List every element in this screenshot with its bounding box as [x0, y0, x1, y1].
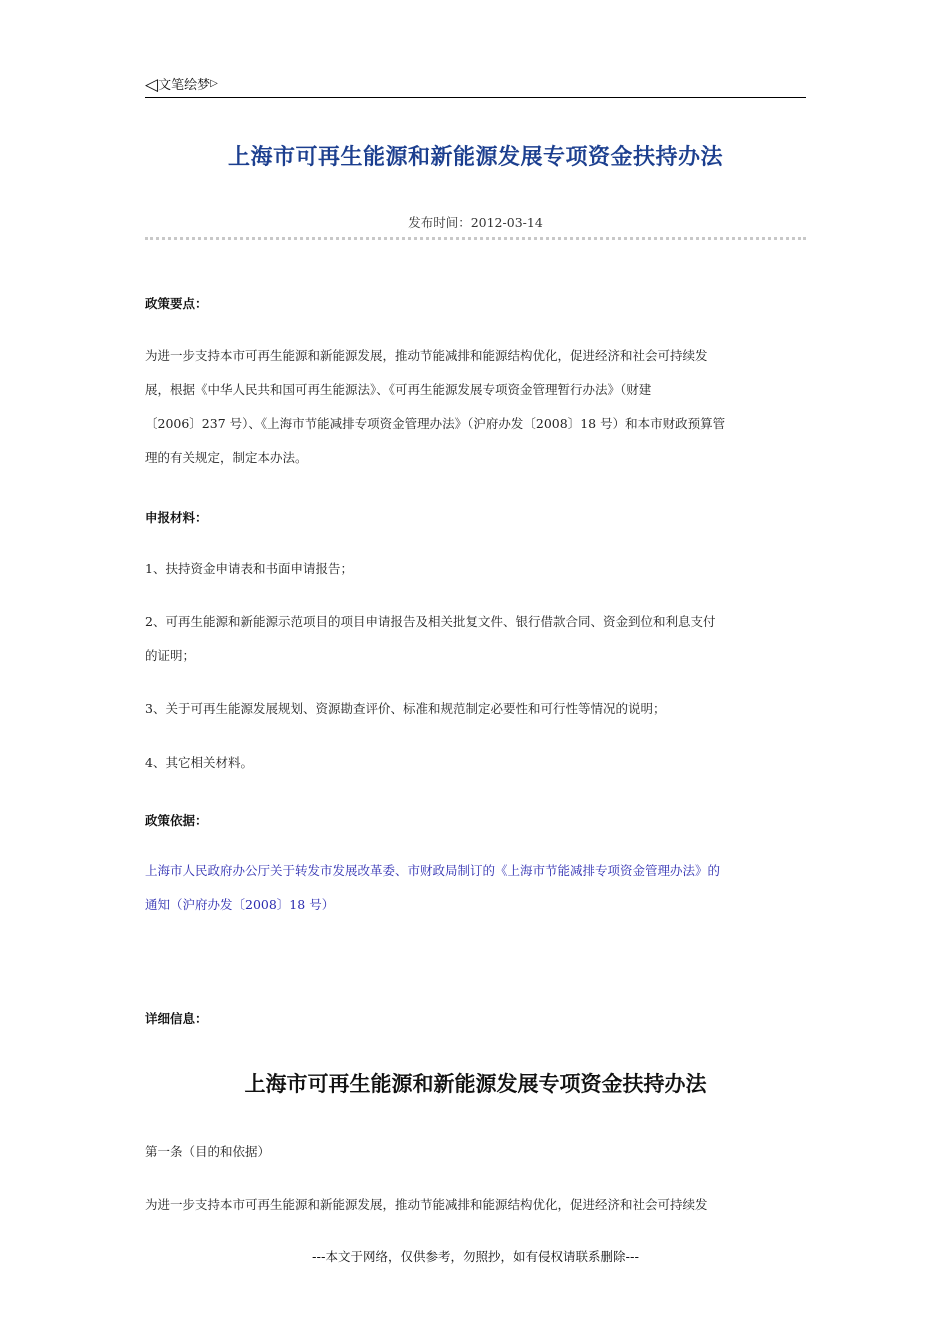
list-item: 2、可再生能源和新能源示范项目的项目申请报告及相关批复文件、银行借款合同、资金到位和利息支付 [145, 614, 716, 629]
materials-item-4 [145, 746, 807, 780]
detail-heading: 详细信息： [145, 1011, 208, 1026]
materials-item-3 [145, 692, 807, 726]
paragraph-line: 为进一步支持本市可再生能源和新能源发展，推动节能减排和能源结构优化，促进经济和社会可持续发 [145, 348, 708, 363]
footer-disclaimer: ---本文于网络，仅供参考，勿照抄，如有侵权请联系删除--- [311, 1249, 640, 1264]
article-1-paragraph [145, 1188, 807, 1222]
paragraph-line: 为进一步支持本市可再生能源和新能源发展，推动节能减排和能源结构优化，促进经济和社会可持续发 [145, 1197, 708, 1212]
policy-points-heading: 政策要点： [145, 296, 208, 311]
list-item: 4、其它相关材料。 [145, 755, 253, 770]
brand-text: 文笔绘梦 [158, 78, 211, 93]
basis-link-line[interactable]: 通知（沪府办发〔2008〕18 号） [145, 897, 335, 912]
basis-link[interactable] [145, 854, 807, 922]
basis-link-line[interactable]: 上海市人民政府办公厅关于转发市发展改革委、市财政局制订的《上海市节能减排专项资金管理办法》的 [145, 863, 721, 878]
detail-title: 上海市可再生能源和新能源发展专项资金扶持办法 [244, 1072, 707, 1096]
document-title: 上海市可再生能源和新能源发展专项资金扶持办法 [227, 145, 723, 170]
paragraph-line: 展，根据《中华人民共和国可再生能源法》、《可再生能源发展专项资金管理暂行办法》（财建 [145, 382, 652, 397]
header-brand [145, 74, 218, 95]
policy-points-paragraph [145, 339, 807, 475]
list-item: 3、关于可再生能源发展规划、资源勘查评价、标准和规范制定必要性和可行性等情况的说明； [145, 701, 666, 716]
materials-item-1 [145, 552, 807, 586]
materials-heading: 申报材料： [145, 510, 208, 525]
materials-item-2 [145, 605, 807, 673]
dotted-divider [145, 237, 806, 240]
paragraph-line: 〔2006〕237 号）、《上海市节能减排专项资金管理办法》（沪府办发〔2008〕18 号）和本市财政预算管 [145, 416, 726, 431]
paragraph-line: 理的有关规定，制定本办法。 [145, 450, 308, 465]
header-divider [145, 97, 806, 98]
right-triangle-icon: ▷ [210, 78, 218, 89]
list-item-continuation: 的证明； [145, 648, 196, 663]
list-item: 1、扶持资金申请表和书面申请报告； [145, 561, 353, 576]
article-1-heading [145, 1135, 807, 1169]
publish-date: 发布时间：2012-03-14 [408, 215, 543, 230]
basis-heading: 政策依据： [145, 813, 208, 828]
article-heading: 第一条（目的和依据） [145, 1144, 271, 1159]
left-triangle-icon: ◁ [145, 75, 159, 95]
